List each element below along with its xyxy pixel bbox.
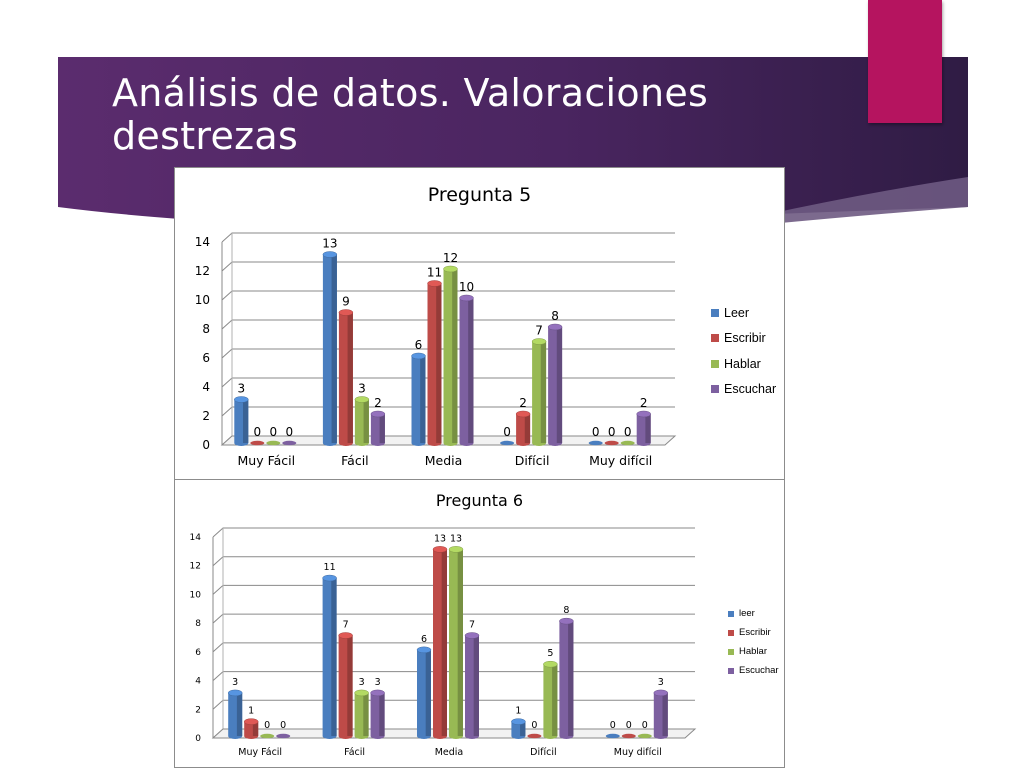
bar-shade: [364, 400, 369, 444]
data-label: 13: [449, 533, 463, 545]
data-label: 0: [623, 425, 632, 439]
bar-top: [412, 353, 426, 359]
y-tick-label: 12: [189, 561, 201, 572]
bar: [266, 441, 280, 445]
plot-area: [175, 168, 786, 481]
data-label: 7: [342, 619, 349, 631]
bar-shade: [420, 356, 425, 443]
data-label: 2: [374, 396, 382, 410]
data-label: 2: [519, 396, 527, 410]
data-label: 13: [433, 533, 447, 545]
bar-zero-disc: [606, 734, 620, 738]
legend-label: Escribir: [724, 331, 766, 346]
plot-area: [175, 480, 786, 769]
y-tick-label: 8: [195, 619, 201, 630]
bar-shade: [331, 578, 336, 736]
y-tick-label: 2: [202, 409, 210, 423]
legend-item: [711, 300, 776, 326]
data-label: 0: [503, 425, 511, 439]
bar: [323, 575, 337, 739]
bar-shade: [436, 284, 441, 444]
bar-shade: [474, 636, 479, 737]
bar: [433, 546, 447, 739]
bar-top: [460, 295, 474, 301]
bar: [412, 353, 426, 446]
data-label: 0: [280, 720, 287, 731]
bar-shade: [347, 636, 352, 737]
bar-top: [371, 690, 385, 696]
legend-item: [728, 661, 779, 680]
bar-shade: [568, 621, 573, 736]
bar: [500, 441, 514, 445]
bar-top: [339, 633, 353, 639]
y-tick-label: 6: [202, 351, 210, 365]
data-label: 7: [468, 619, 476, 631]
bar-top: [516, 411, 530, 417]
data-label: 3: [232, 676, 239, 688]
bar-shade: [332, 255, 337, 444]
bar-top: [355, 397, 369, 403]
bar-top: [654, 690, 668, 696]
bar-top: [244, 719, 258, 725]
data-label: 0: [269, 425, 278, 439]
data-label: 11: [323, 562, 336, 574]
bar: [282, 441, 296, 445]
bar: [449, 546, 463, 739]
bar: [244, 719, 258, 739]
x-tick-label: Difícil: [530, 747, 557, 758]
x-tick-label: Muy difícil: [613, 747, 662, 758]
data-label: 3: [358, 676, 365, 688]
bar-zero-disc: [622, 734, 636, 738]
y-tick-label: 4: [195, 676, 201, 687]
bar-zero-disc: [605, 441, 619, 445]
data-label: 0: [253, 425, 262, 439]
bar: [622, 734, 636, 738]
y-tick-label: 12: [194, 264, 210, 278]
data-labels: [232, 533, 664, 731]
data-label: 3: [374, 676, 381, 688]
x-tick-label: Muy Fácil: [238, 747, 283, 758]
bar-zero-disc: [266, 441, 280, 445]
y-tick-label: 14: [194, 235, 210, 249]
data-label: 0: [625, 720, 632, 731]
bar: [371, 690, 385, 739]
bar-top: [234, 397, 248, 403]
data-label: 8: [563, 605, 570, 617]
x-tick-label: Fácil: [344, 747, 366, 758]
data-label: 0: [607, 425, 616, 439]
bar-zero-disc: [250, 441, 264, 445]
bar-shade: [243, 400, 248, 444]
bar: [355, 690, 369, 739]
data-label: 5: [547, 648, 554, 660]
y-tick-label: 2: [195, 705, 201, 716]
legend: [711, 300, 776, 402]
bar-top: [417, 647, 431, 653]
bar-shade: [363, 693, 368, 736]
bar-shade: [662, 693, 667, 736]
data-label: 6: [414, 338, 423, 352]
bar-zero-disc: [589, 441, 603, 445]
bar: [339, 310, 353, 447]
legend-item: [728, 604, 779, 623]
bar-top: [543, 661, 557, 667]
bar: [323, 252, 337, 447]
bar: [460, 295, 474, 446]
data-label: 0: [285, 425, 294, 439]
bar: [260, 734, 274, 738]
bar-shade: [380, 414, 385, 443]
data-label: 3: [657, 676, 664, 688]
data-label: 6: [420, 633, 428, 645]
bar: [276, 734, 290, 738]
data-label: 1: [248, 705, 255, 717]
legend-item: [728, 623, 779, 642]
bar: [428, 281, 442, 447]
bar-shade: [237, 693, 242, 736]
bar-shade: [557, 327, 562, 443]
legend-label: Hablar: [739, 646, 767, 657]
bar-shade: [426, 650, 431, 736]
x-tick-label: Muy Fácil: [237, 453, 296, 468]
bar-zero-disc: [527, 734, 541, 738]
accent-tab: [868, 0, 942, 123]
bar: [548, 324, 562, 446]
gridline: [222, 233, 675, 242]
bar: [543, 661, 557, 739]
data-labels: [237, 237, 647, 440]
data-label: 0: [591, 425, 600, 439]
bar: [559, 618, 573, 739]
bar-top: [548, 324, 562, 330]
bar: [511, 719, 525, 739]
bar-top: [371, 411, 385, 417]
bar: [465, 633, 479, 740]
y-tick-label: 0: [195, 734, 201, 744]
y-tick-label: 6: [195, 647, 201, 658]
slide-title: Análisis de datos. Valoraciones destrezas: [112, 71, 709, 158]
bar: [417, 647, 431, 739]
y-tick-label: 8: [202, 322, 210, 336]
bar: [606, 734, 620, 738]
bar-shade: [442, 549, 447, 736]
chart-pregunta-5: [174, 167, 785, 480]
legend-label: Escuchar: [724, 382, 777, 397]
bar: [355, 397, 369, 447]
y-tick-label: 10: [194, 293, 210, 307]
bar: [527, 734, 541, 738]
legend: [728, 604, 779, 680]
chart-title: Pregunta 6: [435, 491, 524, 510]
legend-swatch: [711, 309, 719, 317]
bar-top: [511, 719, 525, 725]
bar-top: [465, 633, 479, 639]
bar: [621, 441, 635, 445]
bar-top: [559, 618, 573, 624]
data-label: 0: [531, 720, 538, 731]
bar-top: [339, 310, 353, 316]
legend-swatch: [728, 649, 734, 655]
bar-shade: [541, 342, 546, 444]
bar: [228, 690, 242, 739]
data-label: 3: [358, 381, 366, 396]
bar: [532, 339, 546, 447]
bar-top: [228, 690, 242, 696]
bar-top: [637, 411, 651, 417]
legend-swatch: [728, 611, 734, 617]
bar-top: [323, 252, 337, 258]
bar-zero-disc: [638, 734, 652, 738]
legend-swatch: [711, 385, 719, 393]
data-label: 11: [426, 265, 443, 280]
data-label: 8: [551, 309, 559, 323]
bar: [444, 266, 458, 446]
y-tick-label: 10: [189, 590, 201, 601]
bar: [250, 441, 264, 445]
legend-label: Escribir: [739, 627, 771, 638]
chart-pregunta-6: [174, 479, 785, 768]
chart-title: Pregunta 5: [427, 184, 532, 206]
bar-top: [355, 690, 369, 696]
bar: [654, 690, 668, 739]
bar-shade: [552, 664, 557, 736]
x-tick-label: Fácil: [341, 453, 369, 468]
bar-top: [433, 546, 447, 552]
legend-item: [728, 642, 779, 661]
bar-shade: [379, 693, 384, 736]
x-tick-label: Difícil: [514, 453, 550, 468]
bar-zero-disc: [276, 734, 290, 738]
bar-top: [428, 281, 442, 287]
legend-item: [711, 351, 776, 377]
data-label: 0: [264, 720, 271, 731]
bar-top: [323, 575, 337, 581]
legend-swatch: [728, 630, 734, 636]
bar-top: [532, 339, 546, 345]
x-tick-label: Media: [434, 747, 464, 758]
data-label: 9: [342, 294, 350, 309]
data-label: 10: [458, 280, 475, 294]
data-label: 0: [641, 720, 648, 731]
bar-top: [444, 266, 458, 272]
legend-item: [711, 377, 776, 403]
bar-shade: [452, 269, 457, 443]
bar-shade: [348, 313, 353, 444]
bar: [516, 411, 530, 446]
bar-shade: [525, 414, 530, 443]
bar-zero-disc: [500, 441, 514, 445]
bar-shade: [458, 549, 463, 736]
bar-zero-disc: [260, 734, 274, 738]
legend-swatch: [711, 334, 719, 342]
data-label: 2: [639, 396, 648, 410]
bar-zero-disc: [282, 441, 296, 445]
bar-zero-disc: [621, 441, 635, 445]
bar-shade: [645, 414, 650, 443]
bar-top: [449, 546, 463, 552]
x-tick-label: Muy difícil: [589, 453, 653, 468]
data-label: 7: [535, 323, 543, 338]
bar: [638, 734, 652, 738]
legend-label: leer: [739, 608, 755, 619]
legend-swatch: [728, 668, 734, 674]
bar-shade: [468, 298, 473, 443]
legend-label: Hablar: [724, 356, 761, 371]
bar: [637, 411, 651, 446]
bar: [589, 441, 603, 445]
data-label: 12: [442, 251, 459, 265]
y-tick-label: 0: [202, 438, 210, 452]
bar: [371, 411, 385, 446]
data-label: 3: [237, 381, 246, 396]
data-label: 13: [322, 236, 338, 251]
bar: [234, 397, 248, 447]
legend-swatch: [711, 360, 719, 368]
y-tick-label: 14: [189, 533, 201, 543]
legend-item: [711, 326, 776, 352]
legend-label: Escuchar: [739, 665, 779, 676]
data-label: 0: [609, 720, 616, 731]
y-tick-label: 4: [202, 380, 210, 394]
legend-label: Leer: [724, 305, 750, 320]
bar: [605, 441, 619, 445]
x-tick-label: Media: [424, 453, 463, 468]
bar: [339, 633, 353, 740]
data-label: 1: [515, 705, 522, 717]
